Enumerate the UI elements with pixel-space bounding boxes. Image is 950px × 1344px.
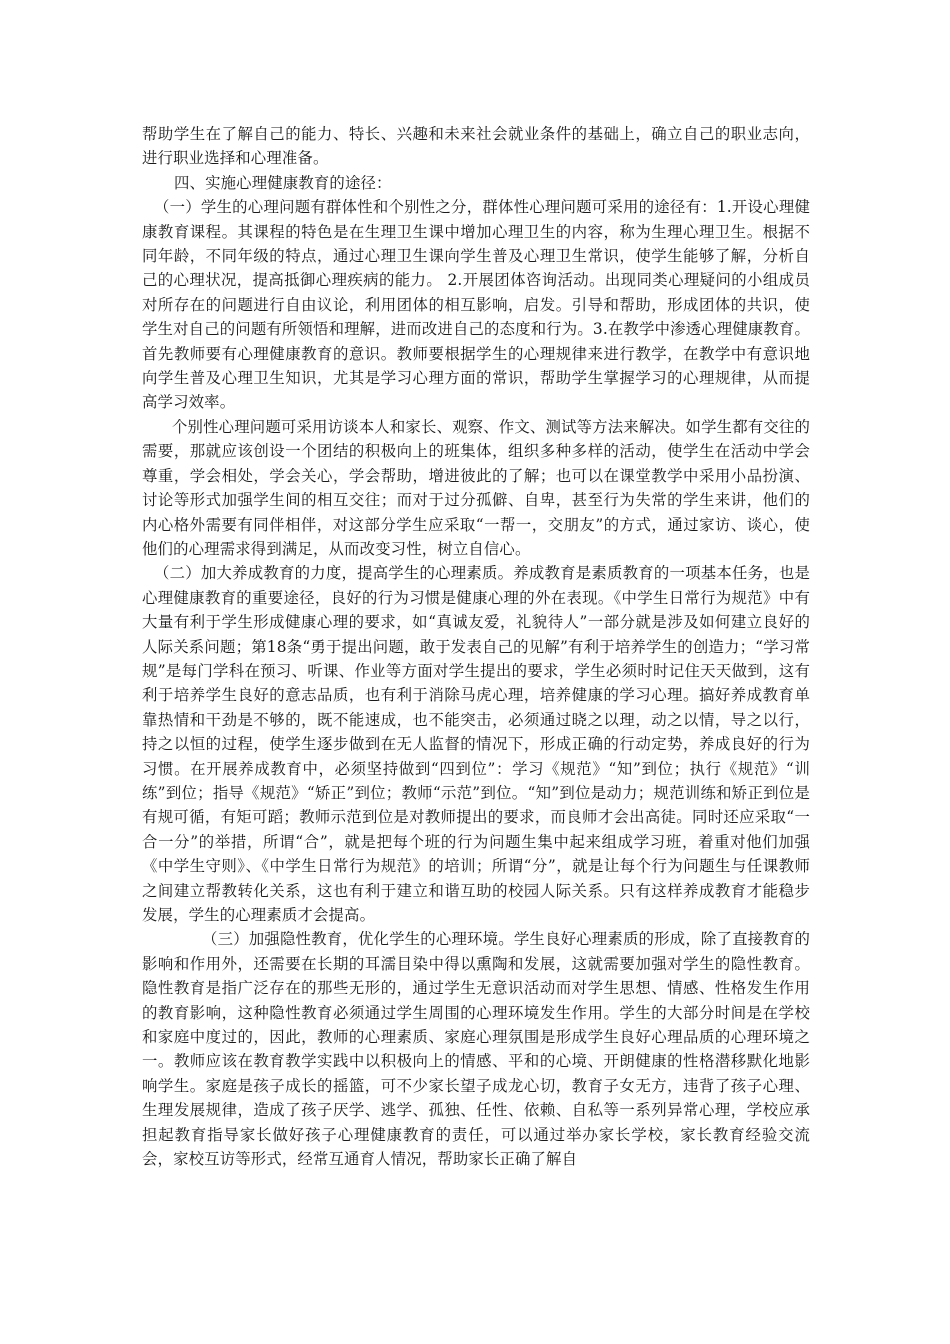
paragraph-habit-education: （二）加大养成教育的力度，提高学生的心理素质。养成教育是素质教育的一项基本任务，也是心理健康教育的重要途径，良好的行为习惯是健康心理的外在表现。《中学生日常行为规范》中有大量有利于学生形成健康心理的要求，如“真诚友爱，礼貌待人”一部分就是涉及如何建立良好的人际关系问题；第18条“勇于提出问题，敢于发表自己的见解”有利于培养学生的创造力；“学习常规”是每门学科在预习、听课、作业等方面对学生提出的要求，学生必须时时记住天天做到，这有利于培养学生良好的意志品质，也有利于消除马虎心理，培养健康的学习心理。搞好养成教育单靠热情和干劲是不够的，既不能速成，也不能突击，必须通过晓之以理，动之以情，导之以行，持之以恒的过程，使学生逐步做到在无人监督的情况下，形成正确的行动定势，养成良好的行为习惯。在开展养成教育中，必须坚持做到“四到位”：学习《规范》“知”到位；执行《规范》“训练”到位；指导《规范》“矫正”到位；教师“示范”到位。“知”到位是动力；规范训练和矫正到位是有规可循，有矩可蹈；教师示范到位是对教师提出的要求，而良师才会出高徒。同时还应采取“一合一分”的举措，所谓“合”，就是把每个班的行为问题生集中起来组成学习班，着重对他们加强《中学生守则》、《中学生日常行为规范》的培训；所谓“分”，就是让每个行为问题生与任课教师之间建立帮教转化关系，这也有利于建立和谐互助的校园人际关系。只有这样养成教育才能稳步发展，学生的心理素质才会提高。 bbox=[142, 564, 810, 924]
paragraph-implicit-education: （三）加强隐性教育，优化学生的心理环境。学生良好心理素质的形成，除了直接教育的影响和作用外，还需要在长期的耳濡目染中得以熏陶和发展，这就需要加强对学生的隐性教育。隐性教育是指广泛存在的那些无形的，通过学生无意识活动而对学生思想、情感、性格发生作用的教育影响，这种隐性教育必须通过学生周围的心理环境发生作用。学生的大部分时间是在学校和家庭中度过的，因此，教师的心理素质、家庭心理氛围是形成学生良好心理品质的心理环境之一。教师应该在教育教学实践中以积极向上的情感、平和的心境、开朗健康的性格潜移默化地影响学生。家庭是孩子成长的摇篮，可不少家长望子成龙心切，教育子女无方，违背了孩子心理、生理发展规律，造成了孩子厌学、逃学、孤独、任性、依赖、自私等一系列异常心理，学校应承担起教育指导家长做好孩子心理健康教育的责任，可以通过举办家长学校，家长教育经验交流会，家校互访等形式，经常互通育人情况，帮助家长正确了解自 bbox=[142, 930, 810, 1169]
document-body bbox=[142, 122, 810, 1171]
paragraph-career-guidance: 帮助学生在了解自己的能力、特长、兴趣和未来社会就业条件的基础上，确立自己的职业志向，进行职业选择和心理准备。 bbox=[142, 125, 810, 168]
paragraph-individual-problems: 个别性心理问题可采用访谈本人和家长、观察、作文、测试等方法来解决。如学生都有交往的需要，那就应该创设一个团结的积极向上的班集体，组织多种多样的活动，使学生在活动中学会尊重，学会相处，学会关心，学会帮助，增进彼此的了解；也可以在课堂教学中采用小品扮演、讨论等形式加强学生间的相互交往；而对于过分孤僻、自卑，甚至行为失常的学生来讲，他们的内心格外需要有同伴相伴，对这部分学生应采取“一帮一，交朋友”的方式，通过家访、谈心，使他们的心理需求得到满足，从而改变习性，树立自信心。 bbox=[142, 417, 810, 558]
section-heading-approaches: 四、实施心理健康教育的途径： bbox=[174, 173, 392, 192]
paragraph-group-problems: （一）学生的心理问题有群体性和个别性之分，群体性心理问题可采用的途径有：1.开设心理健康教育课程。其课程的特色是在生理卫生课中增加心理卫生的内容，称为生理心理卫生。根据不同年龄，不同年级的特点，通过心理卫生课向学生普及心理卫生常识，使学生能够了解，分析自己的心理状况，提高抵御心理疾病的能力。 2.开展团体咨询活动。出现同类心理疑问的小组成员对所存在的问题进行自由议论，利用团体的相互影响，启发。引导和帮助，形成团体的共识，使学生对自己的问题有所领悟和理解，进而改进自己的态度和行为。3.在教学中渗透心理健康教育。首先教师要有心理健康教育的意识。教师要根据学生的心理规律来进行教学，在教学中有意识地向学生普及心理卫生知识，尤其是学习心理方面的常识，帮助学生掌握学习的心理规律，从而提高学习效率。 bbox=[142, 198, 810, 412]
